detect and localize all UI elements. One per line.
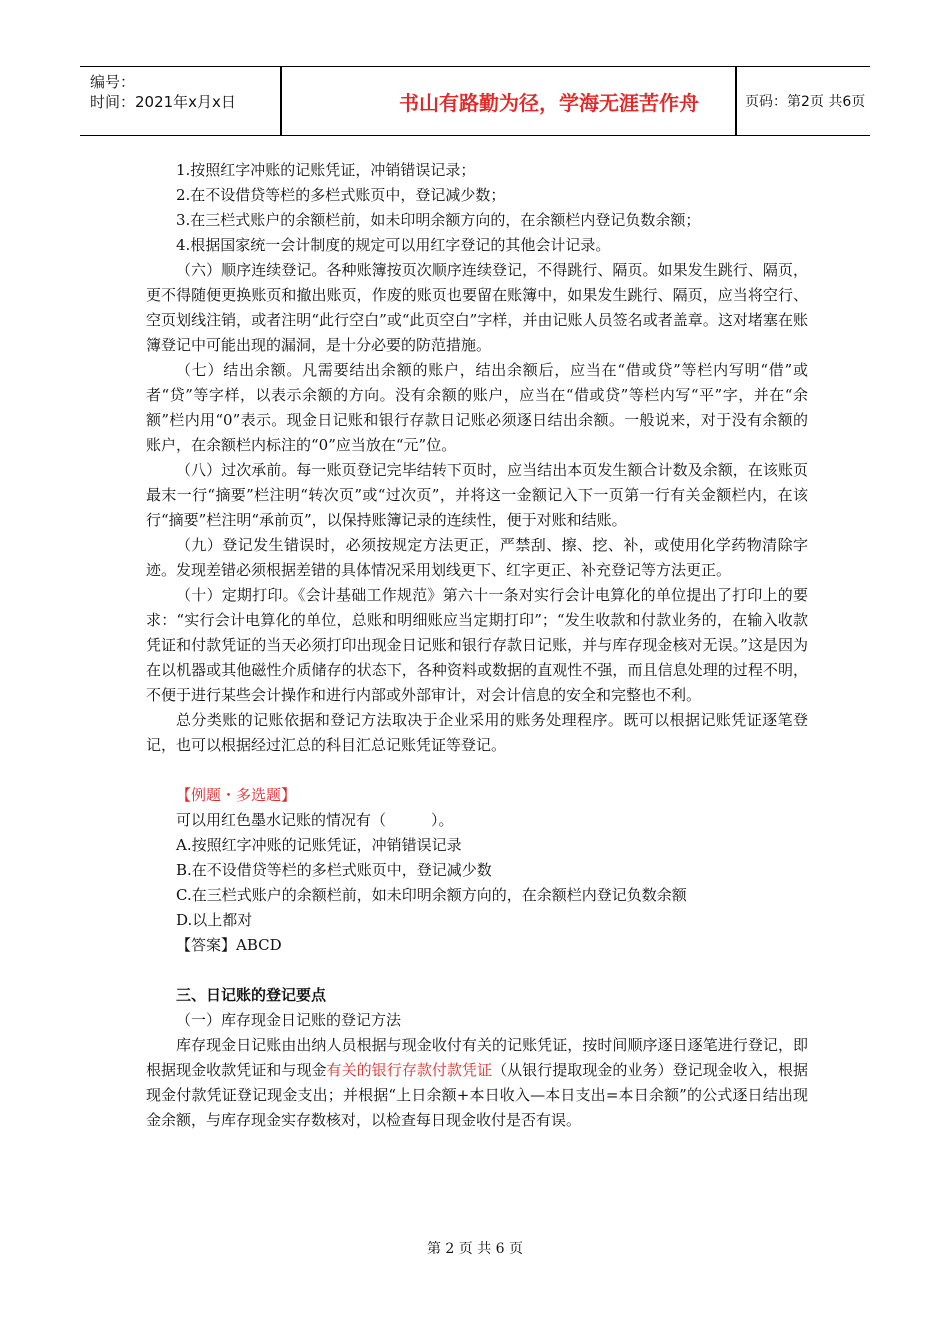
list-item-3: 3.在三栏式账户的余额栏前，如未印明余额方向的，在余额栏内登记负数余额；: [176, 211, 701, 229]
example-tag: 【例题・多选题】: [176, 786, 297, 804]
serial-label: 编号：: [90, 73, 136, 91]
paragraph-carry-forward: （八）过次承前。每一账页登记完毕结转下页时，应当结出本页发生额合计数及余额，在该账页最末一行“摘要”栏注明“转次页”或“过次页”，并将这一金额记入下一页第一行有关金额栏内，在该行“摘要”栏注明“承前页”，以保持账簿记录的连续性，便于对账和结账。: [146, 461, 808, 529]
header-divider-1: [280, 67, 282, 135]
paragraph-printing: （十）定期打印。《会计基础工作规范》第六十一条对实行会计电算化的单位提出了打印上的要求：“实行会计电算化的单位，总账和明细账应当定期打印”；“发生收款和付款业务的，在输入收款凭证和付款凭证的当天必须打印出现金日记账和银行存款日记账，并与库存现金核对无误。”这是因为在以机器或其他磁性介质储存的状态下，各种资料或数据的直观性不强，而且信息处理的过程不明，不便于进行某些会计操作和进行内部或外部审计，对会计信息的安全和完整也不利。: [146, 586, 808, 704]
header-motto: 书山有路勤为径，学海无涯苦作舟: [399, 90, 699, 115]
cash-journal-text-1: 库存现金日记账由出纳人员根据与现金收付有关的记账凭证，按时间顺序逐日逐笔进行登记，即根据现金收款凭证和与现金: [146, 1036, 808, 1079]
page-header: [80, 66, 870, 136]
example-option-a: A.按照红字冲账的记账凭证，冲销错误记录: [176, 836, 462, 854]
example-option-c: C.在三栏式账户的余额栏前，如未印明余额方向的，在余额栏内登记负数余额: [176, 886, 687, 904]
spacer: [146, 958, 808, 983]
paragraph-balance: （七）结出余额。凡需要结出余额的账户，结出余额后，应当在“借或贷”等栏内写明“借”或者“贷”等字样，以表示余额的方向。没有余额的账户，应当在“借或贷”等栏内写“平”字，并在“余额”栏内用“0”表示。现金日记账和银行存款日记账必须逐日结出余额。一般说来，对于没有余额的账户，在余额栏内标注的“0”应当放在“元”位。: [146, 361, 808, 454]
example-option-b: B.在不设借贷等栏的多栏式账页中，登记减少数: [176, 861, 492, 879]
paragraph-general-ledger: 总分类账的记账依据和登记方法取决于企业采用的账务处理程序。既可以根据记账凭证逐笔登记，也可以根据经过汇总的科目汇总记账凭证等登记。: [146, 711, 808, 754]
header-page-info: 页码：第2页 共6页: [745, 94, 866, 110]
header-meta: [80, 67, 280, 140]
subsection-heading: （一）库存现金日记账的登记方法: [176, 1011, 402, 1029]
example-answer: 【答案】ABCD: [176, 936, 282, 954]
section-heading: 三、日记账的登记要点: [176, 986, 327, 1004]
spacer: [146, 758, 808, 783]
example-option-d: D.以上都对: [176, 911, 253, 929]
list-item-1: 1.按照红字冲账的记账凭证，冲销错误记录；: [176, 161, 476, 179]
header-divider-2: [735, 67, 737, 135]
list-item-4: 4.根据国家统一会计制度的规定可以用红字登记的其他会计记录。: [176, 236, 611, 254]
time-label: 时间：2021年x月x日: [90, 93, 236, 111]
list-item-2: 2.在不设借贷等栏的多栏式账页中，登记减少数；: [176, 186, 506, 204]
cash-journal-highlight: 有关的银行存款付款凭证: [326, 1061, 493, 1079]
example-question: 可以用红色墨水记账的情况有（ ）。: [176, 811, 454, 829]
paragraph-sequential: （六）顺序连续登记。各种账簿按页次顺序连续登记，不得跳行、隔页。如果发生跳行、隔页，更不得随便更换账页和撤出账页，作废的账页也要留在账簿中，如果发生跳行、隔页，应当将空行、空页划线注销，或者注明“此行空白”或“此页空白”字样，并由记账人员签名或者盖章。这对堵塞在账簿登记中可能出现的漏洞，是十分必要的防范措施。: [146, 261, 808, 354]
paragraph-error-correction: （九）登记发生错误时，必须按规定方法更正，严禁刮、擦、挖、补，或使用化学药物清除字迹。发现差错必须根据差错的具体情况采用划线更下、红字更正、补充登记等方法更正。: [146, 536, 808, 579]
page-footer: 第 2 页 共 6 页: [426, 1241, 524, 1257]
document-body: [146, 158, 808, 1133]
paragraph-cash-journal: [146, 1033, 808, 1133]
cash-journal-text-2: （从银行提取现金的业务）登记现金收入，根据现金付款凭证登记现金支出；并根据“上日余额+本日收入—本日支出=本日余额”的公式逐日结出现金余额，与库存现金实存数核对，以检查每日现金收付是否有误。: [146, 1061, 808, 1129]
